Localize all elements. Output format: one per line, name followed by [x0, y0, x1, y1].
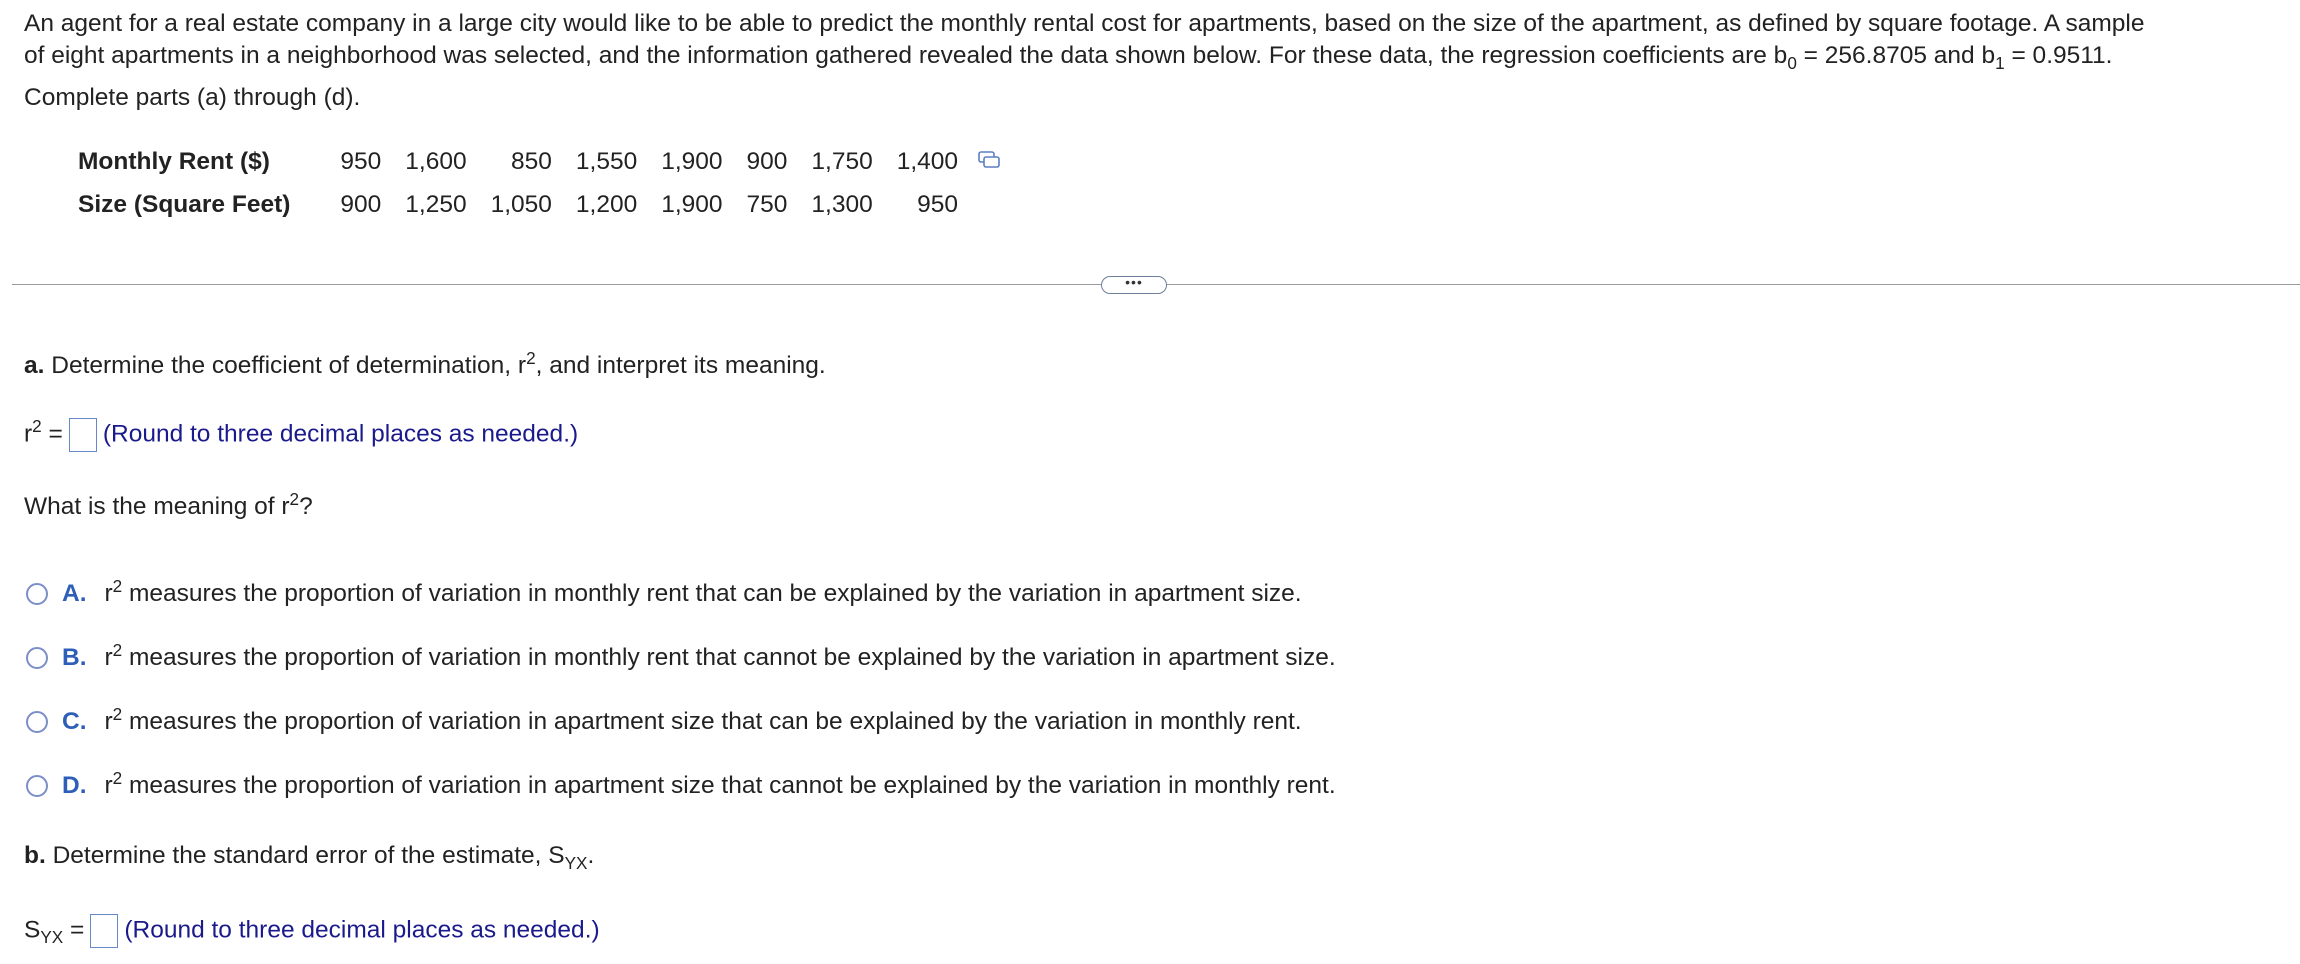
option-b[interactable] [26, 639, 1336, 674]
complete-parts-text: Complete parts (a) through (d). [24, 84, 361, 111]
radio-option-a[interactable] [26, 583, 48, 605]
option-c[interactable] [26, 703, 1302, 738]
radio-option-b[interactable] [26, 647, 48, 669]
r2-equals: = [41, 420, 63, 448]
radio-option-c[interactable] [26, 711, 48, 733]
part-a-prompt-text: Determine the coefficient of determination, r [44, 352, 527, 379]
option-d-body: measures the proportion of variation in apartment size that cannot be explained by the variation in monthly rent. [122, 772, 1336, 799]
b0-value: = 256.8705 and b [1796, 42, 1996, 69]
empty-cell [970, 183, 1000, 226]
r2-rounding-hint: (Round to three decimal places as needed.) [102, 420, 579, 448]
r2-meaning-question [24, 488, 313, 523]
table-cell: 1,050 [490, 190, 552, 218]
option-b-body: measures the proportion of variation in monthly rent that cannot be explained by the variation in apartment size. [122, 644, 1336, 671]
problem-line-2-text: of eight apartments in a neighborhood was selected, and the information gathered revealed the data shown below. For these data, the regression coefficients are b [24, 42, 1788, 69]
r2-answer-row [24, 418, 578, 452]
option-d-letter: D. [62, 772, 87, 799]
syx-label: S [24, 916, 41, 944]
table-row [66, 183, 1000, 226]
table-cell: 1,250 [405, 190, 467, 218]
expand-more-button[interactable]: ••• [1101, 276, 1167, 294]
option-c-body: measures the proportion of variation in apartment size that can be explained by the variation in monthly rent. [122, 708, 1302, 735]
part-b-letter: b. [24, 842, 46, 869]
syx-label-subscript: YX [40, 927, 64, 948]
option-b-text [104, 639, 1336, 674]
radio-option-d[interactable] [26, 775, 48, 797]
syx-subscript: YX [564, 853, 588, 873]
copy-cell [970, 140, 1000, 183]
table-cell: 1,900 [661, 147, 723, 175]
option-a-r: r [104, 580, 113, 607]
meaning-question-end: ? [299, 493, 313, 520]
table-cell: 850 [511, 147, 552, 175]
part-a-letter: a. [24, 352, 45, 379]
table-cell: 1,600 [405, 147, 467, 175]
table-cell: 900 [340, 190, 382, 218]
copy-data-icon[interactable] [978, 148, 1000, 176]
option-d-sup: 2 [112, 767, 123, 788]
r2-label-superscript: 2 [32, 416, 42, 437]
part-b-prompt [24, 840, 594, 872]
option-b-r: r [104, 644, 113, 671]
option-d[interactable] [26, 767, 1336, 802]
row-label-size: Size (Square Feet) [78, 190, 291, 218]
r2-input[interactable] [69, 418, 97, 452]
part-a-prompt [24, 347, 826, 382]
part-a-prompt-end: , and interpret its meaning. [535, 352, 826, 379]
option-a-letter: A. [62, 580, 87, 607]
table-cell: 1,300 [811, 190, 873, 218]
option-c-r: r [104, 708, 113, 735]
part-b-prompt-end: . [587, 842, 595, 869]
data-table [66, 140, 1000, 226]
option-b-letter: B. [62, 644, 87, 671]
meaning-question-text: What is the meaning of r [24, 493, 290, 520]
b1-subscript: 1 [1995, 53, 2005, 73]
table-cell: 950 [340, 147, 382, 175]
syx-equals: = [63, 916, 85, 944]
table-cell: 900 [746, 147, 788, 175]
option-c-letter: C. [62, 708, 87, 735]
table-cell: 1,550 [575, 147, 638, 175]
table-cell: 1,750 [811, 147, 873, 175]
option-c-sup: 2 [112, 703, 123, 724]
r2-superscript: 2 [526, 347, 536, 368]
meaning-superscript: 2 [289, 488, 300, 509]
table-row [66, 140, 1000, 183]
option-c-text [104, 703, 1302, 738]
syx-answer-row [24, 914, 600, 948]
table-cell: 1,200 [575, 190, 638, 218]
option-b-sup: 2 [112, 639, 123, 660]
table-cell: 750 [746, 190, 788, 218]
part-b-prompt-text: Determine the standard error of the estimate, S [45, 842, 565, 869]
option-a-sup: 2 [112, 575, 123, 596]
problem-statement [24, 8, 2284, 72]
option-d-text [104, 767, 1336, 802]
table-cell: 1,400 [896, 147, 959, 175]
syx-input[interactable] [90, 914, 118, 948]
syx-rounding-hint: (Round to three decimal places as needed.) [124, 916, 600, 944]
option-a[interactable] [26, 575, 1302, 610]
table-cell: 1,900 [661, 190, 723, 218]
option-a-body: measures the proportion of variation in monthly rent that can be explained by the variation in apartment size. [122, 580, 1302, 607]
option-d-r: r [104, 772, 113, 799]
b1-value: = 0.9511. [2004, 42, 2113, 69]
problem-line-1: An agent for a real estate company in a large city would like to be able to predict the monthly rental cost for apartments, based on the size of the apartment, as defined by square footage. A sample [24, 10, 2145, 37]
r2-label: r [24, 420, 33, 448]
b0-subscript: 0 [1787, 53, 1797, 73]
row-label-monthly-rent: Monthly Rent ($) [78, 147, 270, 175]
problem-line-2 [24, 40, 2284, 72]
table-cell: 950 [917, 190, 959, 218]
option-a-text [104, 575, 1302, 610]
